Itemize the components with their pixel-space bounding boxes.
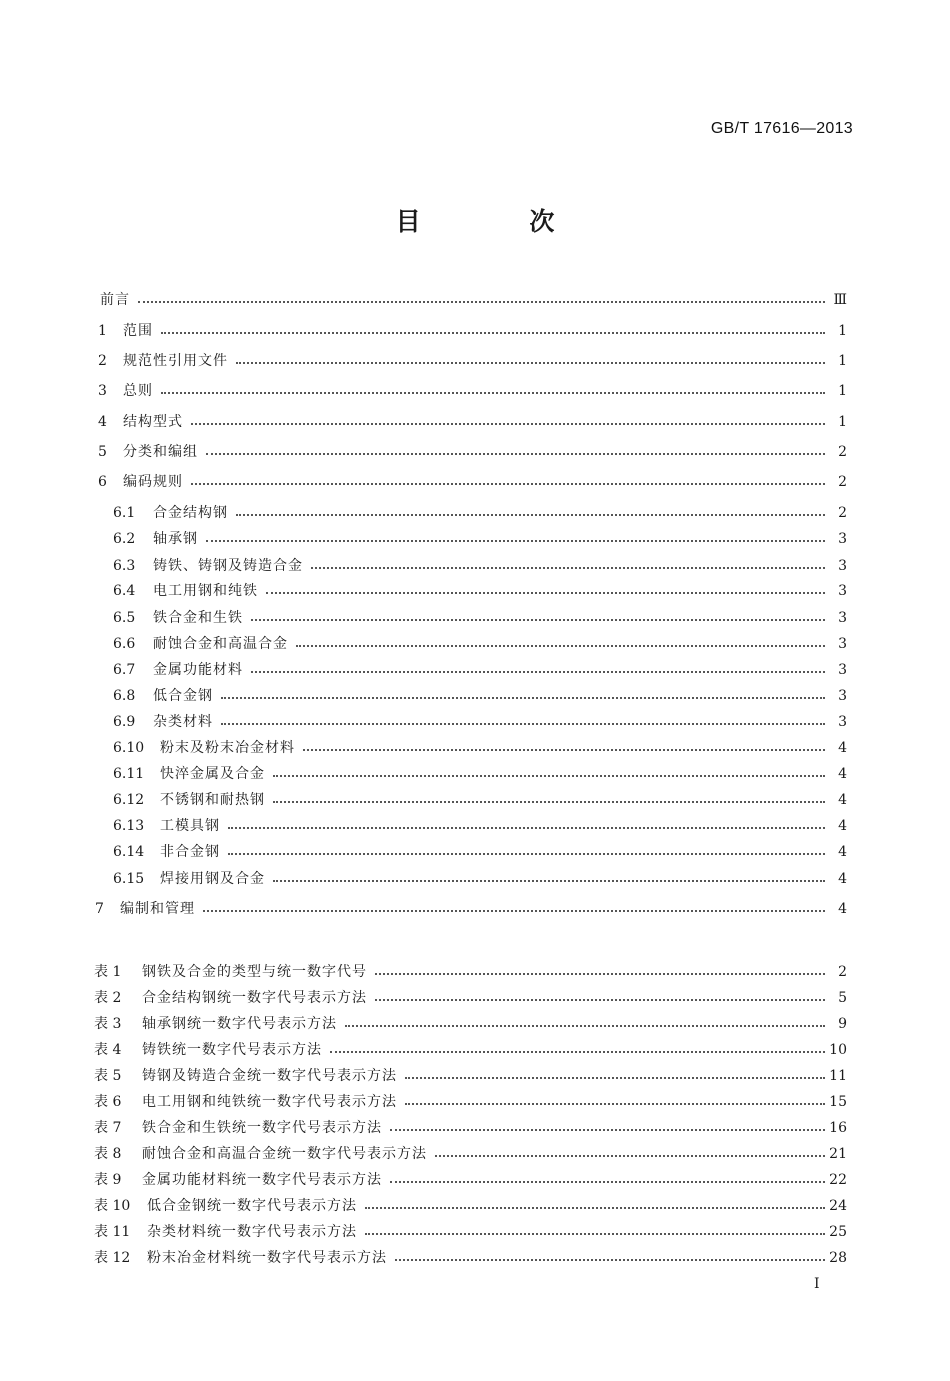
toc-entry-page: 24 bbox=[829, 1198, 847, 1214]
toc-entry-page: 3 bbox=[838, 583, 847, 599]
dot-leader bbox=[273, 880, 825, 882]
toc-entry-page: 3 bbox=[838, 610, 847, 626]
toc-entry[interactable] bbox=[0, 962, 950, 982]
dot-leader bbox=[375, 973, 825, 975]
standard-number: GB/T 17616—2013 bbox=[710, 120, 853, 137]
toc-entry-page: 25 bbox=[829, 1224, 847, 1240]
toc-entry-page: 3 bbox=[838, 688, 847, 704]
toc-entry-title: 杂类材料统一数字代号表示方法 bbox=[147, 1224, 357, 1240]
dot-leader bbox=[365, 1233, 825, 1235]
dot-leader bbox=[161, 392, 825, 394]
toc-entry-number: 表 6 bbox=[94, 1094, 122, 1110]
dot-leader bbox=[191, 423, 825, 425]
dot-leader bbox=[251, 671, 825, 673]
dot-leader bbox=[191, 483, 825, 485]
toc-entry-page: 22 bbox=[829, 1172, 847, 1188]
toc-entry-page: 4 bbox=[838, 844, 847, 860]
toc-entry-number: 6.4 bbox=[113, 583, 136, 599]
toc-entry[interactable] bbox=[0, 869, 950, 889]
toc-entry-title: 铁合金和生铁 bbox=[153, 610, 243, 626]
toc-entry-number: 3 bbox=[98, 383, 107, 399]
toc-entry-title: 工模具钢 bbox=[160, 818, 220, 834]
toc-entry[interactable] bbox=[0, 381, 950, 401]
toc-entry[interactable] bbox=[0, 1222, 950, 1242]
toc-entry[interactable] bbox=[0, 321, 950, 341]
toc-entry-number: 表 3 bbox=[94, 1016, 122, 1032]
toc-entry-number: 1 bbox=[98, 323, 107, 339]
toc-entry-number: 6 bbox=[98, 474, 107, 490]
toc-entry-number: 表 5 bbox=[94, 1068, 122, 1084]
toc-entry-title: 铸钢及铸造合金统一数字代号表示方法 bbox=[142, 1068, 397, 1084]
toc-entry-page: 4 bbox=[838, 818, 847, 834]
toc-entry[interactable] bbox=[0, 412, 950, 432]
dot-leader bbox=[390, 1181, 825, 1183]
toc-entry-number: 表 2 bbox=[94, 990, 122, 1006]
toc-entry[interactable] bbox=[0, 1196, 950, 1216]
toc-entry-page: 3 bbox=[838, 662, 847, 678]
toc-entry-title: 耐蚀合金和高温合金统一数字代号表示方法 bbox=[142, 1146, 427, 1162]
dot-leader bbox=[251, 619, 825, 621]
toc-entry-title: 非合金钢 bbox=[160, 844, 220, 860]
dot-leader bbox=[206, 453, 825, 455]
toc-entry-title: 规范性引用文件 bbox=[123, 353, 228, 369]
toc-entry-number: 6.9 bbox=[113, 714, 136, 730]
dot-leader bbox=[390, 1129, 825, 1131]
page-title: 目 次 bbox=[395, 207, 605, 236]
toc-entry-page: 5 bbox=[838, 990, 847, 1006]
dot-leader bbox=[405, 1103, 825, 1105]
toc-entry-number: 5 bbox=[98, 444, 107, 460]
toc-entry-number: 6.15 bbox=[113, 871, 145, 887]
toc-entry[interactable] bbox=[0, 529, 950, 549]
toc-entry-page: 2 bbox=[838, 444, 847, 460]
toc-entry-title: 编制和管理 bbox=[120, 901, 195, 917]
toc-entry[interactable] bbox=[0, 1248, 950, 1268]
toc-entry-number: 表 10 bbox=[94, 1198, 131, 1214]
toc-entry-page: 15 bbox=[829, 1094, 847, 1110]
toc-entry-number: 表 8 bbox=[94, 1146, 122, 1162]
dot-leader bbox=[345, 1025, 825, 1027]
toc-entry-number: 4 bbox=[98, 414, 107, 430]
dot-leader bbox=[365, 1207, 825, 1209]
toc-entry[interactable] bbox=[0, 816, 950, 836]
toc-entry-title: 焊接用钢及合金 bbox=[160, 871, 265, 887]
dot-leader bbox=[206, 540, 825, 542]
dot-leader bbox=[375, 999, 825, 1001]
toc-entry[interactable] bbox=[0, 556, 950, 576]
dot-leader bbox=[266, 592, 825, 594]
toc-entry-number: 表 9 bbox=[94, 1172, 122, 1188]
toc-entry-page: 4 bbox=[838, 901, 847, 917]
toc-entry[interactable] bbox=[0, 634, 950, 654]
toc-entry-number: 7 bbox=[95, 901, 104, 917]
dot-leader bbox=[273, 775, 825, 777]
toc-entry-title: 电工用钢和纯铁 bbox=[153, 583, 258, 599]
toc-entry-title: 编码规则 bbox=[123, 474, 183, 490]
toc-entry[interactable] bbox=[0, 1170, 950, 1190]
toc-entry-page: 1 bbox=[838, 414, 847, 430]
dot-leader bbox=[203, 910, 825, 912]
toc-entry-page: 3 bbox=[838, 636, 847, 652]
toc-entry-title: 总则 bbox=[123, 383, 153, 399]
toc-entry-number: 6.1 bbox=[113, 505, 136, 521]
toc-entry-page: 4 bbox=[838, 766, 847, 782]
dot-leader bbox=[405, 1077, 825, 1079]
toc-entry-page: 1 bbox=[838, 323, 847, 339]
dot-leader bbox=[228, 853, 825, 855]
toc-entry-number: 6.6 bbox=[113, 636, 136, 652]
toc-entry-number: 表 11 bbox=[94, 1224, 131, 1240]
toc-entry-number: 表 7 bbox=[94, 1120, 122, 1136]
toc-entry-number: 6.5 bbox=[113, 610, 136, 626]
toc-entry[interactable] bbox=[0, 503, 950, 523]
toc-entry[interactable] bbox=[0, 1092, 950, 1112]
toc-entry[interactable] bbox=[0, 581, 950, 601]
toc-entry-number: 6.10 bbox=[113, 740, 145, 756]
toc-entry-title: 轴承钢统一数字代号表示方法 bbox=[142, 1016, 337, 1032]
toc-entry-page: 11 bbox=[829, 1068, 847, 1084]
toc-entry-title: 铸铁、铸钢及铸造合金 bbox=[153, 558, 303, 574]
toc-entry-number: 6.13 bbox=[113, 818, 145, 834]
toc-entry-title: 低合金钢 bbox=[153, 688, 213, 704]
toc-entry[interactable] bbox=[0, 472, 950, 492]
toc-entry-title: 不锈钢和耐热钢 bbox=[160, 792, 265, 808]
toc-entry-number: 6.3 bbox=[113, 558, 136, 574]
toc-entry-number: 2 bbox=[98, 353, 107, 369]
toc-entry[interactable] bbox=[0, 660, 950, 680]
toc-entry-title: 分类和编组 bbox=[123, 444, 198, 460]
toc-entry-title: 金属功能材料 bbox=[153, 662, 243, 678]
toc-entry-page: 10 bbox=[829, 1042, 847, 1058]
toc-entry-title: 范围 bbox=[123, 323, 153, 339]
toc-entry-title: 快淬金属及合金 bbox=[160, 766, 265, 782]
toc-entry-number: 6.14 bbox=[113, 844, 145, 860]
toc-entry-title: 金属功能材料统一数字代号表示方法 bbox=[142, 1172, 382, 1188]
dot-leader bbox=[296, 645, 825, 647]
toc-entry[interactable] bbox=[0, 686, 950, 706]
toc-entry-page: 9 bbox=[838, 1016, 847, 1032]
toc-entry-title: 铸铁统一数字代号表示方法 bbox=[142, 1042, 322, 1058]
toc-entry-page: 1 bbox=[838, 353, 847, 369]
toc-entry-title: 耐蚀合金和高温合金 bbox=[153, 636, 288, 652]
dot-leader bbox=[303, 749, 825, 751]
toc-entry-title: 杂类材料 bbox=[153, 714, 213, 730]
toc-entry-title: 粉末及粉末冶金材料 bbox=[160, 740, 295, 756]
toc-entry[interactable] bbox=[0, 712, 950, 732]
dot-leader bbox=[221, 697, 825, 699]
toc-entry-page: 1 bbox=[838, 383, 847, 399]
toc-entry-title: 电工用钢和纯铁统一数字代号表示方法 bbox=[142, 1094, 397, 1110]
toc-entry-page: 4 bbox=[838, 871, 847, 887]
toc-entry-page: 28 bbox=[829, 1250, 847, 1266]
toc-entry[interactable] bbox=[0, 608, 950, 628]
toc-entry-number: 6.7 bbox=[113, 662, 136, 678]
toc-entry-title: 粉末冶金材料统一数字代号表示方法 bbox=[147, 1250, 387, 1266]
dot-leader bbox=[330, 1051, 825, 1053]
toc-entry-title: 合金结构钢统一数字代号表示方法 bbox=[142, 990, 367, 1006]
toc-entry-title: 铁合金和生铁统一数字代号表示方法 bbox=[142, 1120, 382, 1136]
dot-leader bbox=[435, 1155, 825, 1157]
toc-entry[interactable] bbox=[0, 842, 950, 862]
toc-entry-number: 6.2 bbox=[113, 531, 136, 547]
toc-entry[interactable] bbox=[0, 738, 950, 758]
toc-entry-page: 4 bbox=[838, 792, 847, 808]
toc-entry-page: 3 bbox=[838, 714, 847, 730]
dot-leader bbox=[228, 827, 825, 829]
toc-entry-title: 前言 bbox=[100, 292, 130, 308]
toc-entry-number: 表 1 bbox=[94, 964, 122, 980]
dot-leader bbox=[395, 1259, 825, 1261]
toc-entry[interactable] bbox=[0, 1118, 950, 1138]
toc-entry-title: 低合金钢统一数字代号表示方法 bbox=[147, 1198, 357, 1214]
toc-entry[interactable] bbox=[0, 988, 950, 1008]
toc-entry-number: 表 12 bbox=[94, 1250, 131, 1266]
toc-entry[interactable] bbox=[0, 899, 950, 919]
toc-entry[interactable] bbox=[0, 290, 950, 310]
toc-entry[interactable] bbox=[0, 764, 950, 784]
toc-entry[interactable] bbox=[0, 790, 950, 810]
toc-entry-page: 4 bbox=[838, 740, 847, 756]
toc-entry[interactable] bbox=[0, 1014, 950, 1034]
toc-entry-page: 3 bbox=[838, 531, 847, 547]
toc-entry[interactable] bbox=[0, 351, 950, 371]
toc-entry-number: 6.11 bbox=[113, 766, 145, 782]
toc-entry-number: 6.8 bbox=[113, 688, 136, 704]
dot-leader bbox=[138, 301, 825, 303]
toc-entry-number: 表 4 bbox=[94, 1042, 122, 1058]
dot-leader bbox=[161, 332, 825, 334]
toc-entry-title: 结构型式 bbox=[123, 414, 183, 430]
toc-entry-page: 2 bbox=[838, 964, 847, 980]
toc-entry-title: 钢铁及合金的类型与统一数字代号 bbox=[142, 964, 367, 980]
page-folio: I bbox=[814, 1276, 820, 1292]
toc-entry-page: 16 bbox=[829, 1120, 847, 1136]
toc-entry-page: Ⅲ bbox=[833, 292, 847, 308]
dot-leader bbox=[273, 801, 825, 803]
dot-leader bbox=[311, 567, 825, 569]
toc-entry-page: 2 bbox=[838, 505, 847, 521]
toc-entry-title: 轴承钢 bbox=[153, 531, 198, 547]
toc-entry-page: 3 bbox=[838, 558, 847, 574]
toc-entry-page: 21 bbox=[829, 1146, 847, 1162]
dot-leader bbox=[236, 362, 825, 364]
dot-leader bbox=[236, 514, 825, 516]
toc-entry-number: 6.12 bbox=[113, 792, 145, 808]
dot-leader bbox=[221, 723, 825, 725]
toc-entry[interactable] bbox=[0, 442, 950, 462]
toc-entry[interactable] bbox=[0, 1144, 950, 1164]
toc-entry[interactable] bbox=[0, 1066, 950, 1086]
toc-entry-page: 2 bbox=[838, 474, 847, 490]
toc-entry[interactable] bbox=[0, 1040, 950, 1060]
toc-entry-title: 合金结构钢 bbox=[153, 505, 228, 521]
